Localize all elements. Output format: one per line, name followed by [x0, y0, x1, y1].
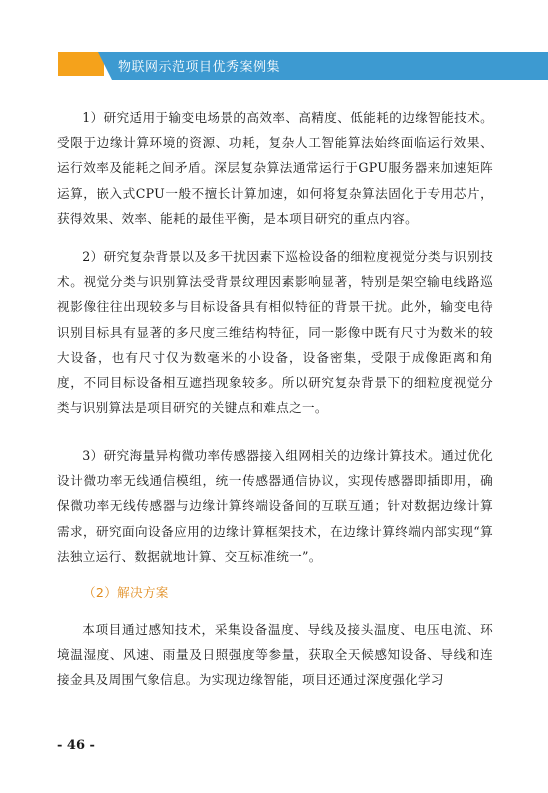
- header-accent-tab: [58, 52, 104, 76]
- paragraph-1: 1）研究适用于输变电场景的高效率、高精度、低能耗的边缘智能技术。受限于边缘计算环境的资源、功耗，复杂人工智能算法始终面临运行效果、运行效率及能耗之间矛盾。深层复杂算法通常运行于GPU服务器来加速矩阵运算，嵌入式CPU一般不擅长计算加速，如何将复杂算法固化于专用芯片，获得效果、效率、能耗的最佳平衡，是本项目研究的重点内容。: [57, 110, 493, 226]
- paragraph-4: 本项目通过感知技术，采集设备温度、导线及接头温度、电压电流、环境温湿度、风速、雨量及日照强度等参量，获取全天候感知设备、导线和连接金具及周围气象信息。为实现边缘智能，项目还通过深度强化学习: [57, 622, 493, 688]
- header-title: 物联网示范项目优秀案例集: [118, 60, 281, 75]
- page-number: - 46 -: [57, 738, 95, 753]
- paragraph-3: 3）研究海量异构微功率传感器接入组网相关的边缘计算技术。通过优化设计微功率无线通信模组，统一传感器通信协议，实现传感器即插即用，确保微功率无线传感器与边缘计算终端设备间的互联互通；针对数据边缘计算需求，研究面向设备应用的边缘计算框架技术，在边缘计算终端内部实现“算法独立运行、数据就地计算、交互标准统一”。: [57, 448, 493, 564]
- paragraph-2: 2）研究复杂背景以及多干扰因素下巡检设备的细粒度视觉分类与识别技术。视觉分类与识别算法受背景纹理因素影响显著，特别是架空输电线路巡视影像往往出现较多与目标设备具有相似特征的背景干扰。此外，输变电待识别目标具有显著的多尺度三维结构特征，同一影像中既有尺寸为数米的较大设备，也有尺寸仅为数毫米的小设备，设备密集，受限于成像距离和角度，不同目标设备相互遮挡现象较多。所以研究复杂背景下的细粒度视觉分类与识别算法是项目研究的关键点和难点之一。: [57, 249, 493, 416]
- section-subheading: （2）解决方案: [83, 585, 169, 600]
- header-banner: [0, 52, 548, 80]
